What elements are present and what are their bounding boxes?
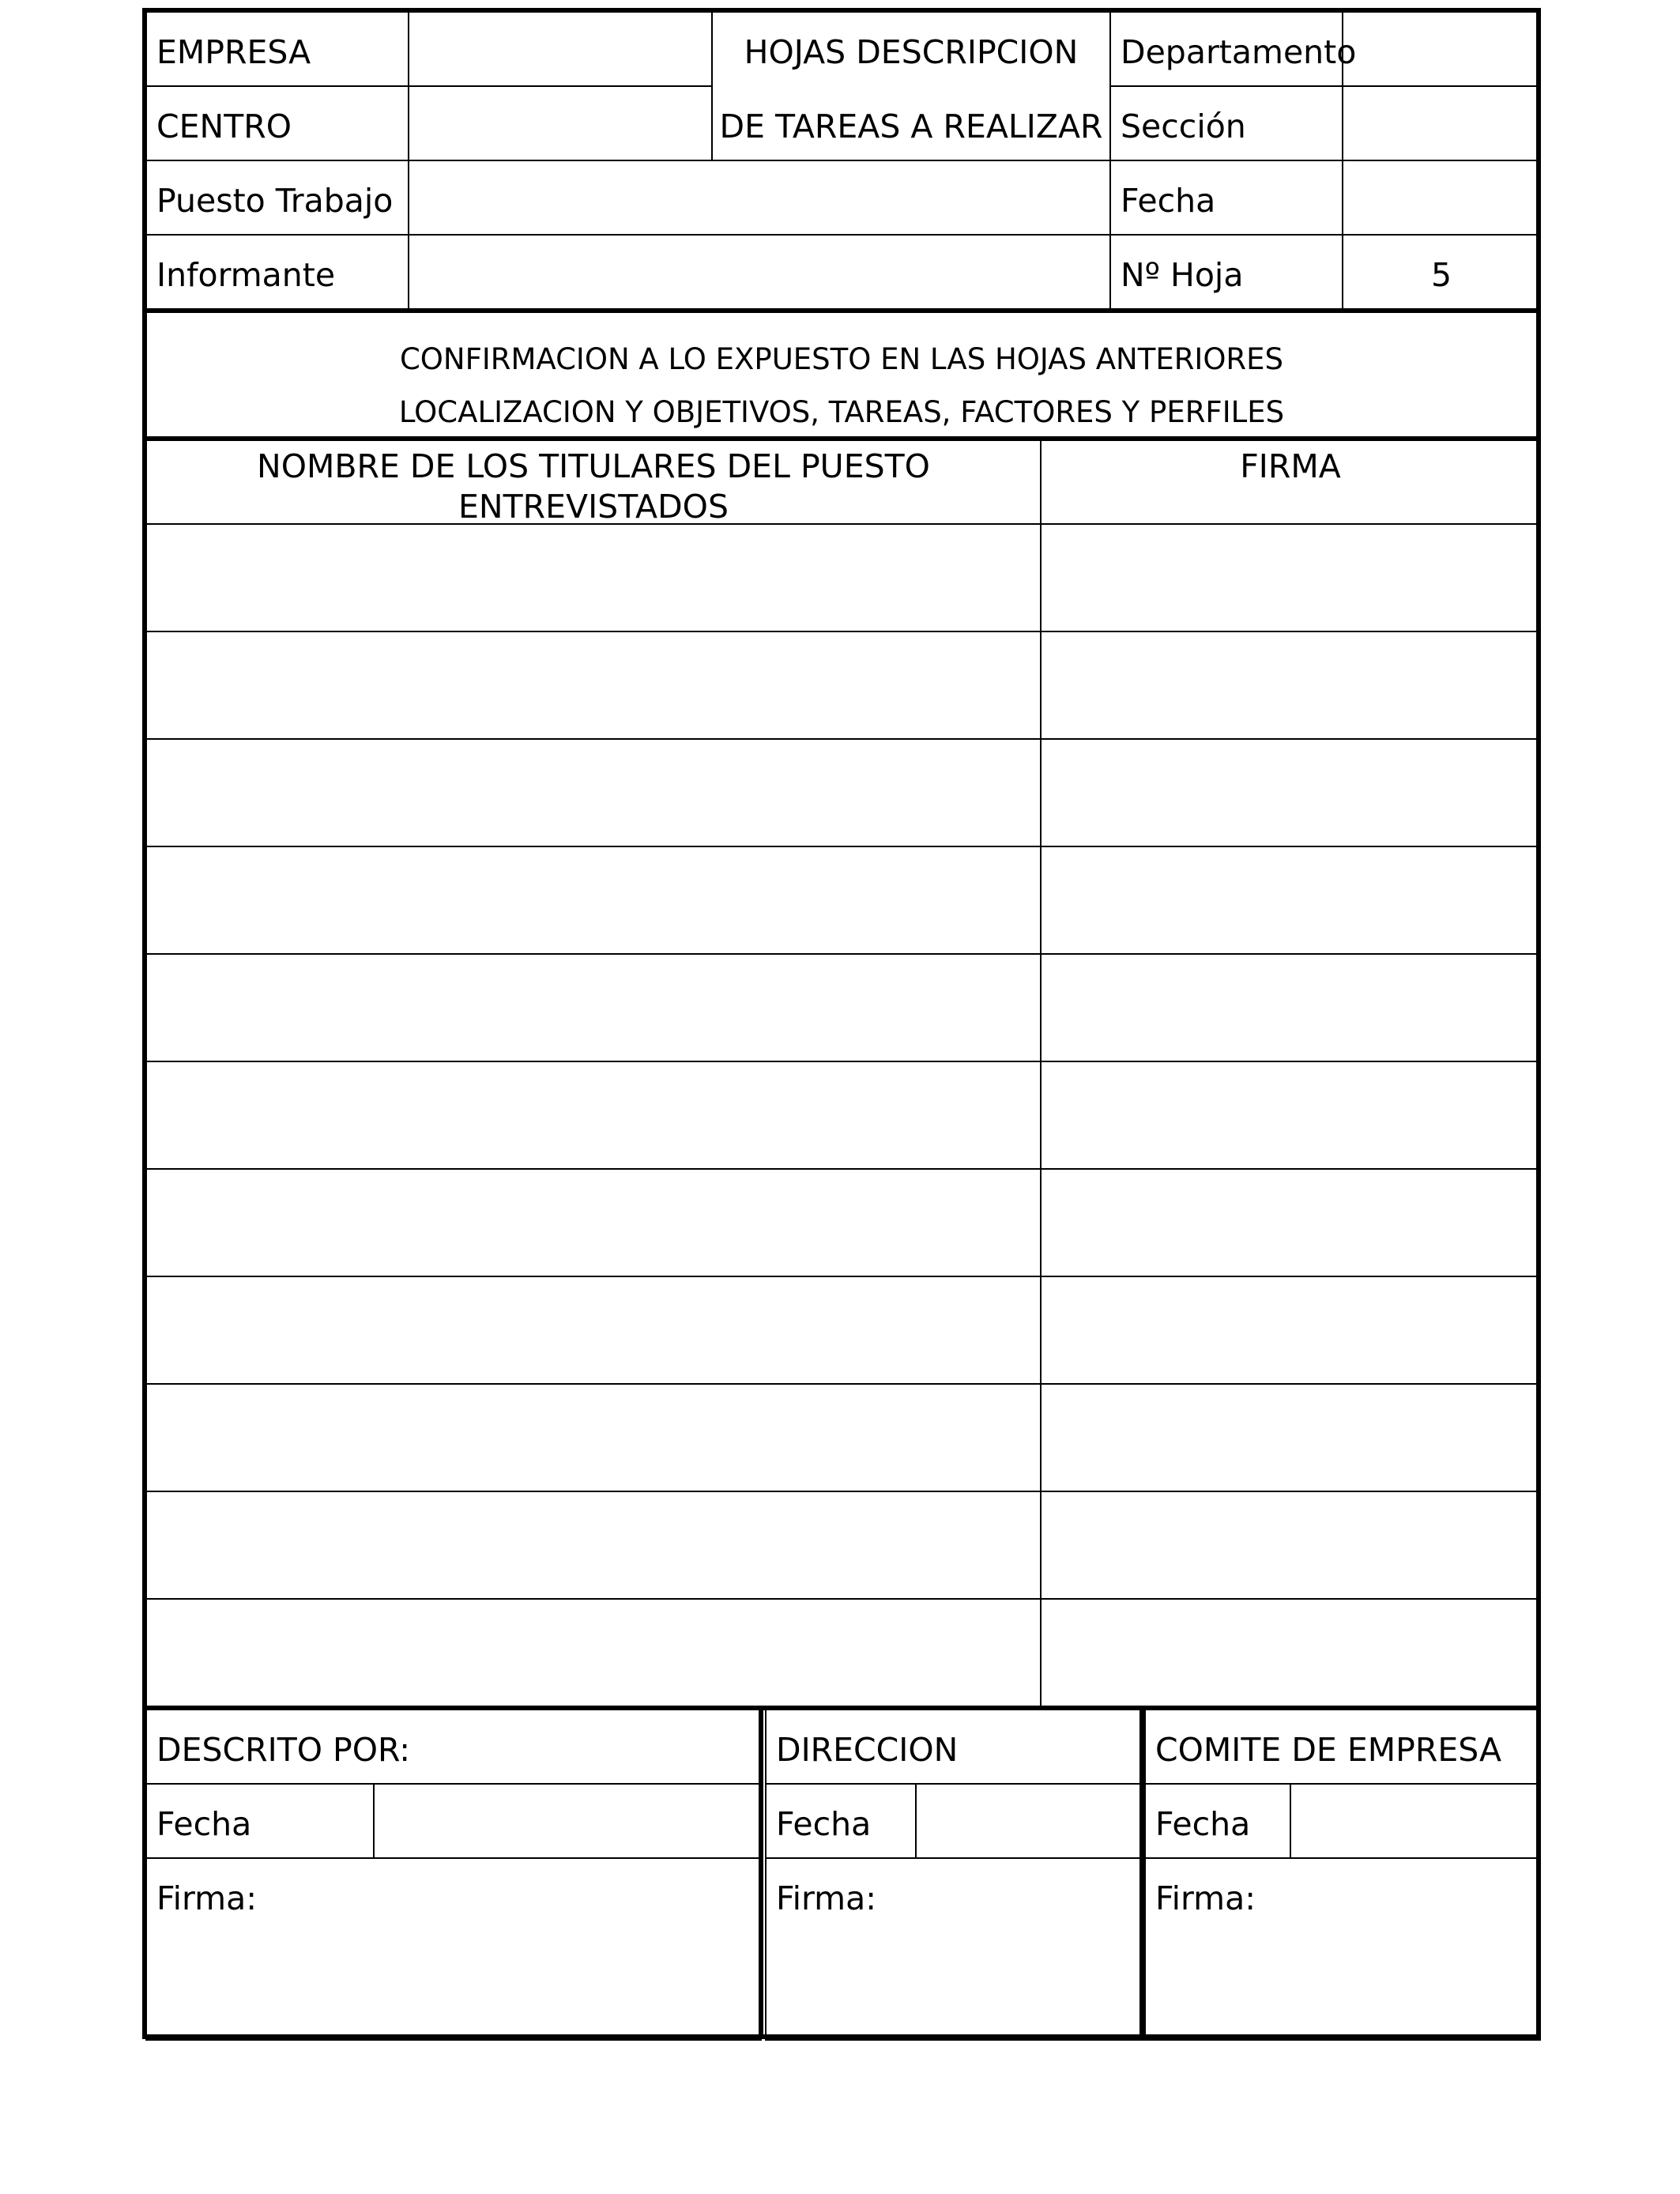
document-title-line1: HOJAS DESCRIPCION	[744, 33, 1079, 71]
table-row-firma-cell[interactable]	[1040, 1491, 1541, 1600]
puesto-label-cell	[145, 160, 409, 236]
table-header-name-line2: ENTREVISTADOS	[458, 488, 729, 526]
table-row-name-cell[interactable]	[145, 1276, 1042, 1385]
table-row-name-cell[interactable]	[145, 1168, 1042, 1277]
departamento-value-field[interactable]	[1342, 11, 1541, 87]
table-header-name-line1: NOMBRE DE LOS TITULARES DEL PUESTO	[257, 447, 930, 485]
informante-value-field[interactable]	[408, 234, 1111, 310]
confirmation-line1: CONFIRMACION A LO EXPUESTO EN LAS HOJAS ANTERIORES	[399, 342, 1284, 376]
informante-label: Informante	[156, 256, 336, 294]
direccion-firma-label: Firma:	[776, 1879, 877, 1917]
direccion-label: DIRECCION	[776, 1731, 959, 1769]
table-row-name-cell[interactable]	[145, 1598, 1042, 1707]
centro-label-cell	[145, 85, 409, 161]
empresa-label-cell	[145, 11, 409, 87]
direccion-label-cell	[765, 1709, 1144, 1785]
job-description-form	[142, 8, 1541, 2039]
informante-label-cell	[145, 234, 409, 310]
departamento-label: Departamento	[1121, 33, 1357, 71]
table-row-name-cell[interactable]	[145, 1061, 1042, 1170]
table-row-firma-cell[interactable]	[1040, 1276, 1541, 1385]
table-row-firma-cell[interactable]	[1040, 846, 1541, 955]
table-header-name	[145, 439, 1042, 525]
comite-firma-field[interactable]	[1144, 1857, 1541, 2041]
table-row-name-cell[interactable]	[145, 846, 1042, 955]
table-row-name-cell[interactable]	[145, 953, 1042, 1062]
direccion-fecha-label: Fecha	[776, 1805, 872, 1843]
hoja-value-cell	[1342, 234, 1541, 310]
confirmation-block	[147, 313, 1536, 436]
table-row-firma-cell[interactable]	[1040, 1061, 1541, 1170]
document-title-line2: DE TAREAS A REALIZAR	[719, 107, 1103, 145]
puesto-value-field[interactable]	[408, 160, 1111, 236]
comite-fecha-field[interactable]	[1290, 1783, 1541, 1859]
descrito-fecha-field[interactable]	[373, 1783, 762, 1859]
confirmation-line2: LOCALIZACION Y OBJETIVOS, TAREAS, FACTORES Y PERFILES	[398, 395, 1285, 429]
departamento-label-cell	[1109, 11, 1357, 87]
fecha-label-cell	[1109, 160, 1343, 236]
table-row-firma-cell[interactable]	[1040, 738, 1541, 847]
empresa-value-field[interactable]	[408, 11, 713, 87]
footer-divider-2	[1139, 1706, 1144, 2039]
direccion-fecha-label-cell	[765, 1783, 917, 1859]
footer-divider-1	[759, 1706, 763, 2039]
centro-value-field[interactable]	[408, 85, 713, 161]
table-row-firma-cell[interactable]	[1040, 631, 1541, 740]
table-row-firma-cell[interactable]	[1040, 1383, 1541, 1492]
comite-label: COMITE DE EMPRESA	[1155, 1731, 1502, 1769]
table-row-firma-cell[interactable]	[1040, 523, 1541, 632]
hoja-label: Nº Hoja	[1121, 256, 1244, 294]
comite-fecha-label-cell	[1144, 1783, 1291, 1859]
table-row-firma-cell[interactable]	[1040, 953, 1541, 1062]
hoja-label-cell	[1109, 234, 1343, 310]
descrito-firma-field[interactable]	[145, 1857, 762, 2041]
empresa-label: EMPRESA	[156, 33, 311, 71]
table-row-name-cell[interactable]	[145, 523, 1042, 632]
descrito-label-cell	[145, 1709, 762, 1785]
descrito-firma-label: Firma:	[156, 1879, 258, 1917]
seccion-value-field[interactable]	[1342, 85, 1541, 161]
descrito-fecha-label-cell	[145, 1783, 375, 1859]
table-row-name-cell[interactable]	[145, 738, 1042, 847]
seccion-label-cell	[1109, 85, 1343, 161]
descrito-fecha-label: Fecha	[156, 1805, 252, 1843]
descrito-label: DESCRITO POR:	[156, 1731, 411, 1769]
table-row-name-cell[interactable]	[145, 631, 1042, 740]
direccion-fecha-field[interactable]	[915, 1783, 1144, 1859]
centro-label: CENTRO	[156, 107, 292, 145]
fecha-label: Fecha	[1121, 182, 1216, 220]
table-header-firma	[1040, 439, 1541, 525]
table-row-firma-cell[interactable]	[1040, 1168, 1541, 1277]
table-row-firma-cell[interactable]	[1040, 1598, 1541, 1707]
table-row-name-cell[interactable]	[145, 1491, 1042, 1600]
direccion-firma-field[interactable]	[765, 1857, 1144, 2041]
hoja-value: 5	[1430, 256, 1452, 294]
table-row-name-cell[interactable]	[145, 1383, 1042, 1492]
seccion-label: Sección	[1121, 107, 1246, 145]
document-title-cell	[711, 11, 1111, 161]
comite-fecha-label: Fecha	[1155, 1805, 1251, 1843]
fecha-value-field[interactable]	[1342, 160, 1541, 236]
comite-firma-label: Firma:	[1155, 1879, 1256, 1917]
comite-label-cell	[1144, 1709, 1541, 1785]
puesto-label: Puesto Trabajo	[156, 182, 394, 220]
table-header-firma-label: FIRMA	[1240, 447, 1341, 485]
